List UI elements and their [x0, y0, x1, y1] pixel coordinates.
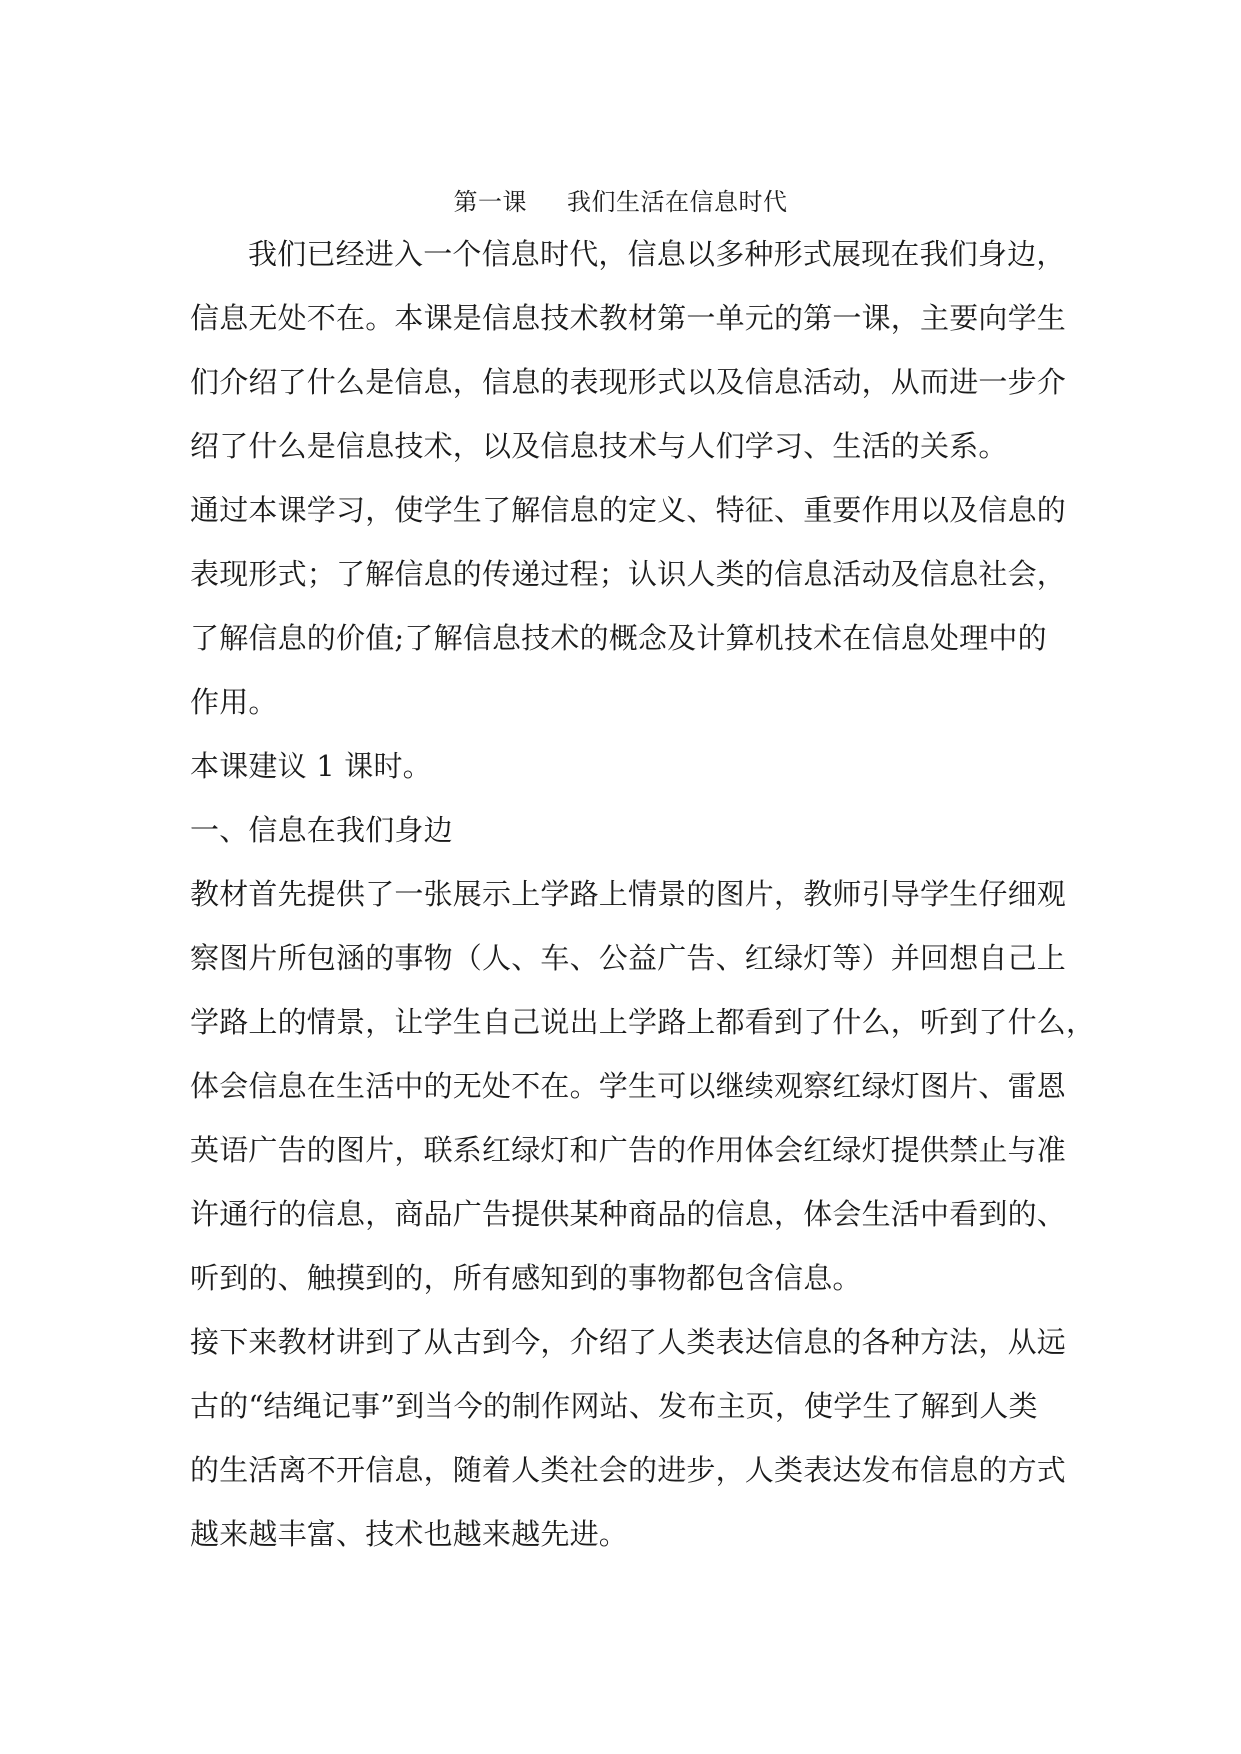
text-line: 的生活离不开信息，随着人类社会的进步，人类表达发布信息的方式 — [190, 1453, 1067, 1487]
text-line: 表现形式；了解信息的传递过程；认识人类的信息活动及信息社会， — [190, 557, 1067, 591]
text-line: 了解信息的价值;了解信息技术的概念及计算机技术在信息处理中的 — [190, 621, 1047, 655]
title-lesson-name: 我们生活在信息时代 — [567, 188, 788, 216]
text-line: 听到的、触摸到的，所有感知到的事物都包含信息。 — [190, 1261, 862, 1295]
text-line: 信息无处不在。本课是信息技术教材第一单元的第一课，主要向学生 — [190, 301, 1067, 335]
text-line: 我们已经进入一个信息时代，信息以多种形式展现在我们身边， — [248, 237, 1066, 271]
text-line: 本课建议 1 课时。 — [190, 749, 432, 783]
text-line: 越来越丰富、技术也越来越先进。 — [190, 1517, 629, 1551]
text-line: 们介绍了什么是信息，信息的表现形式以及信息活动，从而进一步介 — [190, 365, 1067, 399]
document-body — [190, 222, 1096, 1566]
text-line: 古的“结绳记事”到当今的制作网站、发布主页，使学生了解到人类 — [190, 1389, 1038, 1423]
document-title — [0, 186, 1241, 218]
text-line: 学路上的情景，让学生自己说出上学路上都看到了什么，听到了什么， — [190, 1005, 1096, 1039]
text-line: 英语广告的图片，联系红绿灯和广告的作用体会红绿灯提供禁止与准 — [190, 1133, 1067, 1167]
title-lesson-number: 第一课 — [453, 188, 527, 216]
text-line: 教材首先提供了一张展示上学路上情景的图片，教师引导学生仔细观 — [190, 877, 1067, 911]
text-line: 察图片所包涵的事物（人、车、公益广告、红绿灯等）并回想自己上 — [190, 941, 1067, 975]
text-line: 绍了什么是信息技术，以及信息技术与人们学习、生活的关系。 — [190, 429, 1008, 463]
text-line: 体会信息在生活中的无处不在。学生可以继续观察红绿灯图片、雷恩 — [190, 1069, 1067, 1103]
text-line: 作用。 — [190, 685, 278, 719]
text-line: 许通行的信息，商品广告提供某种商品的信息，体会生活中看到的、 — [190, 1197, 1067, 1231]
section-heading: 一、信息在我们身边 — [190, 813, 453, 847]
text-line: 通过本课学习，使学生了解信息的定义、特征、重要作用以及信息的 — [190, 493, 1067, 527]
text-line: 接下来教材讲到了从古到今，介绍了人类表达信息的各种方法，从远 — [190, 1325, 1067, 1359]
